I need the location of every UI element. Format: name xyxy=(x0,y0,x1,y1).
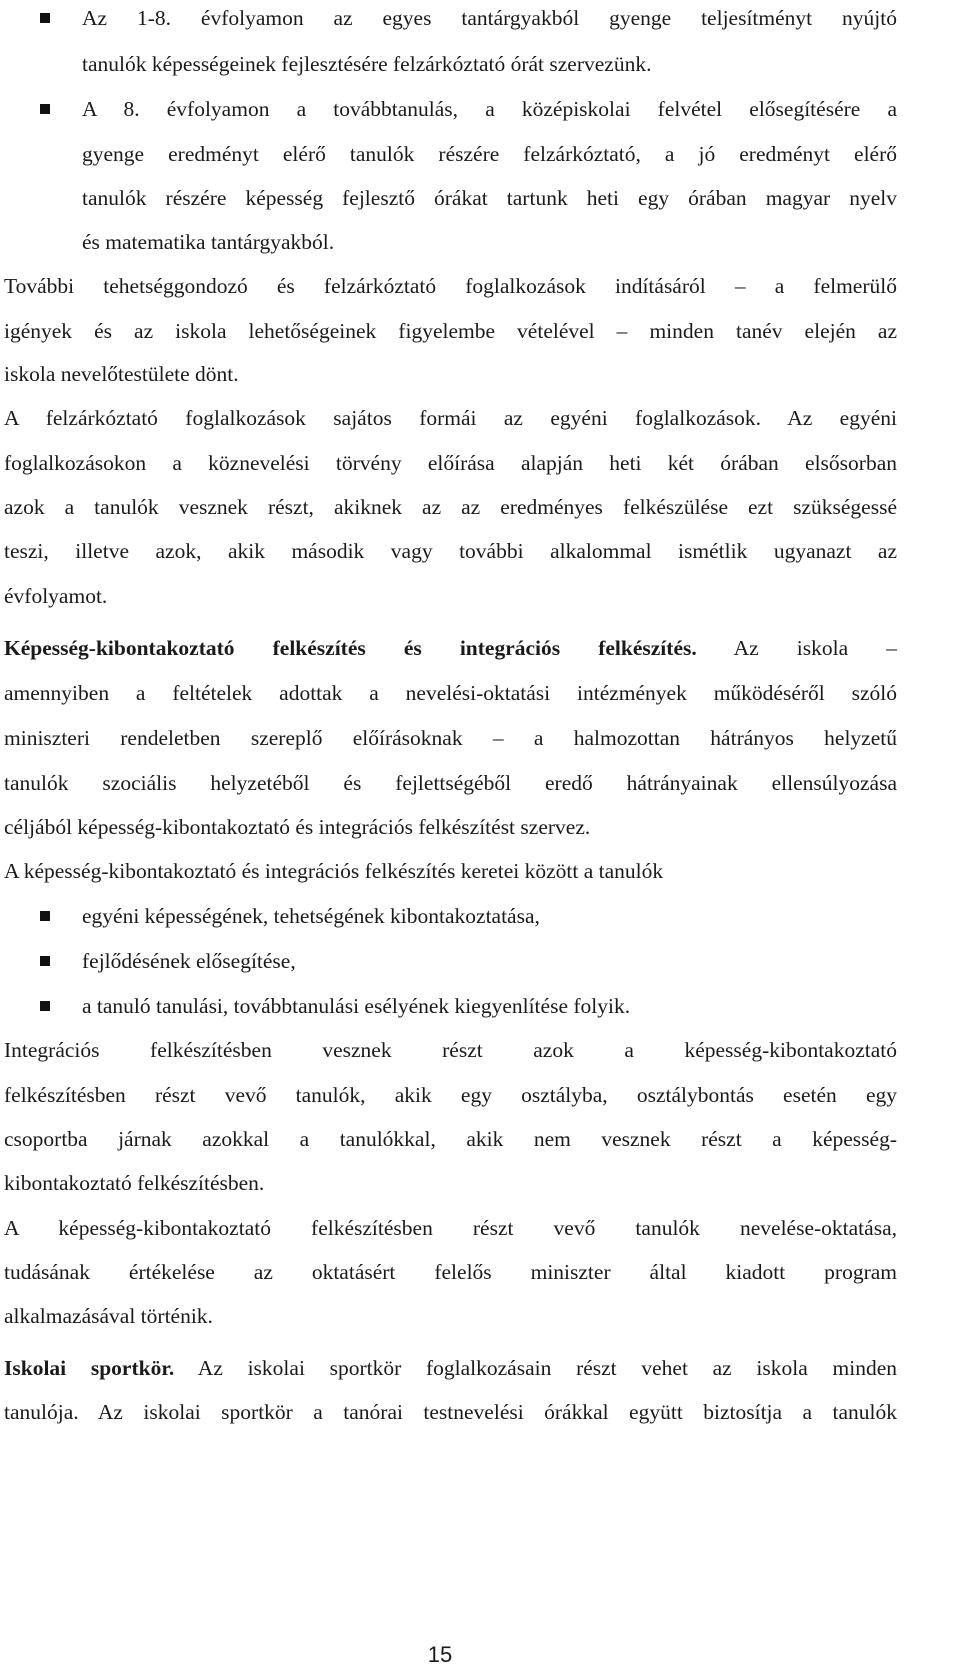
text-line xyxy=(4,271,897,301)
text-line xyxy=(82,94,897,124)
text-line xyxy=(4,492,897,522)
text-line xyxy=(4,403,897,433)
text-line xyxy=(82,183,897,213)
text-line xyxy=(4,768,897,798)
text-line xyxy=(4,1168,264,1198)
text-line xyxy=(4,1035,897,1065)
line-text: és matematika tantárgyakból. xyxy=(82,230,335,254)
text-line xyxy=(82,139,897,169)
text-line xyxy=(4,536,897,566)
line-text: Az iskolai sportkör foglalkozásain részt vehet az iskola minden xyxy=(174,1356,897,1380)
line-text: azok a tanulók vesznek részt, akiknek az az eredményes felkészülése ezt szükségessé xyxy=(4,495,897,519)
text-line xyxy=(4,359,239,389)
line-text: A 8. évfolyamon a továbbtanulás, a középiskolai felvétel elősegítésére a xyxy=(82,97,897,121)
text-line xyxy=(82,3,897,33)
line-text: iskola nevelőtestülete dönt. xyxy=(4,362,239,386)
line-text: csoportba járnak azokkal a tanulókkal, akik nem vesznek részt a képesség- xyxy=(4,1127,897,1151)
line-text: foglalkozásokon a köznevelési törvény előírása alapján heti két órában elsősorban xyxy=(4,451,897,475)
line-text: évfolyamot. xyxy=(4,584,108,608)
text-line xyxy=(4,448,897,478)
line-text: kibontakoztató felkészítésben. xyxy=(4,1171,265,1195)
text-line xyxy=(4,723,897,753)
line-text: A képesség-kibontakoztató és integrációs felkészítés keretei között a tanulók xyxy=(4,859,664,883)
bullet-icon xyxy=(40,1001,50,1011)
line-text: céljából képesség-kibontakoztató és integrációs felkészítést szervez. xyxy=(4,815,591,839)
line-text: felkészítésben részt vevő tanulók, akik egy osztályba, osztálybontás esetén egy xyxy=(4,1083,897,1107)
line-text: tudásának értékelése az oktatásért felelős miniszter által kiadott program xyxy=(4,1260,897,1284)
text-line xyxy=(4,678,897,708)
line-text: miniszteri rendeletben szereplő előírásoknak – a halmozottan hátrányos helyzetű xyxy=(4,726,897,750)
text-line xyxy=(82,227,334,257)
text-line xyxy=(82,901,540,931)
line-text: A képesség-kibontakoztató felkészítésben részt vevő tanulók nevelése-oktatása, xyxy=(4,1216,897,1240)
line-text: További tehetséggondozó és felzárkóztató foglalkozások indításáról – a felmerülő xyxy=(4,274,897,298)
text-line xyxy=(4,1080,897,1110)
bullet-icon xyxy=(40,104,50,114)
bullet-icon xyxy=(40,956,50,966)
line-text: alkalmazásával történik. xyxy=(4,1304,213,1328)
text-line xyxy=(4,1213,897,1243)
text-line xyxy=(4,633,897,663)
line-text: Az iskola – xyxy=(696,636,897,660)
text-line xyxy=(4,1353,897,1383)
text-line xyxy=(4,1257,897,1287)
text-line xyxy=(4,1397,897,1427)
line-text: tanulók részére képesség fejlesztő órákat tartunk heti egy órában magyar nyelv xyxy=(82,186,897,210)
text-line xyxy=(4,1124,897,1154)
line-text: Az 1-8. évfolyamon az egyes tantárgyakból gyenge teljesítményt nyújtó xyxy=(82,6,897,30)
line-text: teszi, illetve azok, akik második vagy további alkalommal ismétlik ugyanazt az xyxy=(4,539,897,563)
line-text: tanulók szociális helyzetéből és fejlettségéből eredő hátrányainak ellensúlyozása xyxy=(4,771,897,795)
line-text: Integrációs felkészítésben vesznek részt azok a képesség-kibontakoztató xyxy=(4,1038,897,1062)
text-line xyxy=(4,1301,213,1331)
page-number: 15 xyxy=(427,1642,453,1667)
line-text: egyéni képességének, tehetségének kibontakoztatása, xyxy=(82,904,540,928)
bullet-icon xyxy=(40,13,50,23)
line-text: a tanuló tanulási, továbbtanulási esélyének kiegyenlítése folyik. xyxy=(82,994,631,1018)
text-line xyxy=(4,581,107,611)
text-line xyxy=(4,856,663,886)
line-text: igények és az iskola lehetőségeinek figyelembe vételével – minden tanév elején az xyxy=(4,319,897,343)
line-text: gyenge eredményt elérő tanulók részére felzárkóztató, a jó eredményt elérő xyxy=(82,142,897,166)
text-line xyxy=(82,946,296,976)
bold-heading: Iskolai sportkör. xyxy=(4,1356,175,1380)
text-line xyxy=(4,316,897,346)
line-text: A felzárkóztató foglalkozások sajátos formái az egyéni foglalkozások. Az egyéni xyxy=(4,406,897,430)
line-text: tanulók képességeinek fejlesztésére felzárkóztató órát szervezünk. xyxy=(82,52,652,76)
line-text: amennyiben a feltételek adottak a nevelési-oktatási intézmények működéséről szóló xyxy=(4,681,897,705)
bold-heading: Képesség-kibontakoztató felkészítés és integrációs felkészítés. xyxy=(4,636,697,660)
text-line xyxy=(82,991,630,1021)
text-line xyxy=(82,49,651,79)
text-line xyxy=(4,812,590,842)
bullet-icon xyxy=(40,911,50,921)
line-text: fejlődésének elősegítése, xyxy=(82,949,296,973)
line-text: tanulója. Az iskolai sportkör a tanórai testnevelési órákkal együtt biztosítja a tanulók xyxy=(4,1400,897,1424)
